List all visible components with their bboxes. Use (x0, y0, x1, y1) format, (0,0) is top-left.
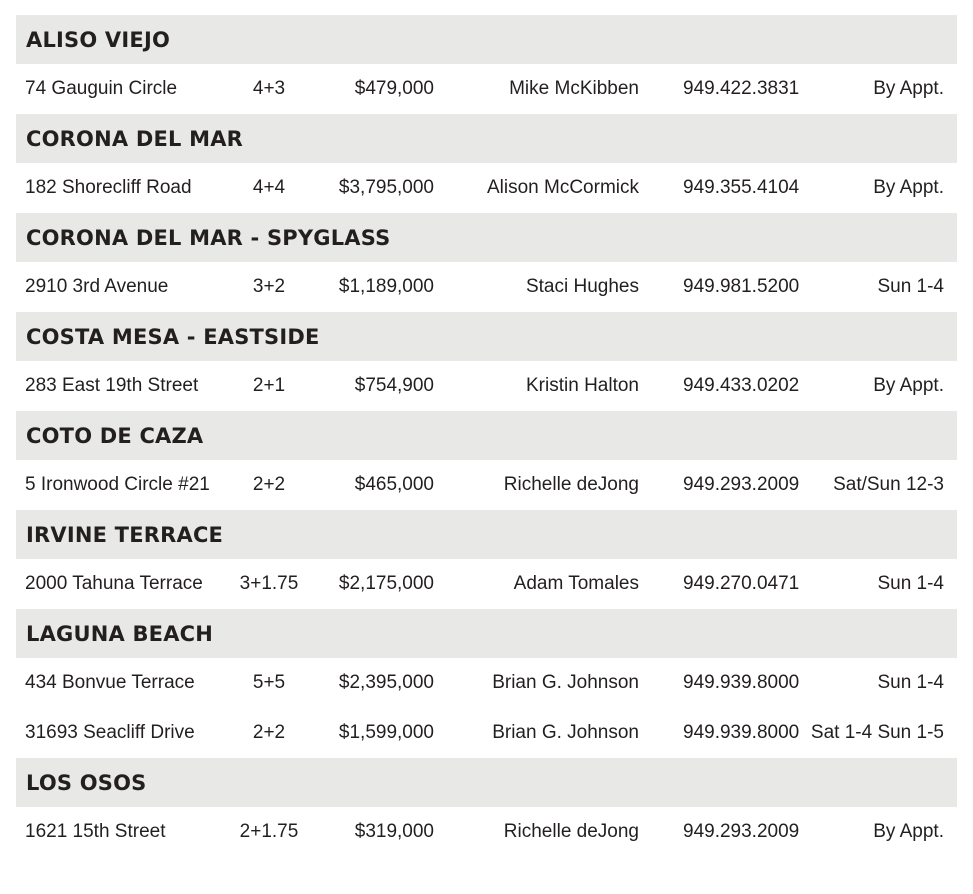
listing-bed-bath: 2+2 (252, 722, 286, 743)
listing-agent: Kristin Halton (526, 375, 639, 396)
listing-price: $754,900 (354, 375, 434, 396)
area-header: LAGUNA BEACH (16, 609, 957, 658)
area-header: CORONA DEL MAR - SPYGLASS (16, 213, 957, 262)
listing-bed-bath: 2+1.75 (239, 821, 299, 842)
listing-price: $465,000 (354, 474, 434, 495)
listing-address: 5 Ironwood Circle #21 (25, 474, 210, 495)
listing-row (16, 361, 957, 411)
listing-row (16, 807, 957, 857)
listing-price: $319,000 (354, 821, 434, 842)
listing-price: $479,000 (354, 78, 434, 99)
listing-agent: Adam Tomales (513, 573, 639, 594)
listing-row (16, 64, 957, 114)
listing-open-time: By Appt. (873, 375, 944, 396)
listing-agent: Richelle deJong (503, 821, 639, 842)
listing-agent: Staci Hughes (525, 276, 639, 297)
area-header: COTO DE CAZA (16, 411, 957, 460)
listing-bed-bath: 2+1 (252, 375, 286, 396)
area-header: ALISO VIEJO (16, 15, 957, 64)
listing-address: 2000 Tahuna Terrace (25, 573, 203, 594)
listing-bed-bath: 5+5 (252, 672, 286, 693)
area-section (16, 213, 957, 312)
listing-phone: 949.939.8000 (683, 672, 800, 693)
listing-open-time: Sun 1-4 (877, 276, 944, 297)
area-header: LOS OSOS (16, 758, 957, 807)
listing-open-time: Sun 1-4 (877, 672, 944, 693)
listing-address: 1621 15th Street (25, 821, 166, 842)
listing-bed-bath: 4+4 (252, 177, 286, 198)
area-section (16, 758, 957, 857)
listing-address: 74 Gauguin Circle (25, 78, 178, 99)
listing-bed-bath: 2+2 (252, 474, 286, 495)
listing-row (16, 460, 957, 510)
listing-price: $2,395,000 (338, 672, 434, 693)
listing-phone: 949.293.2009 (683, 821, 800, 842)
listing-row (16, 658, 957, 708)
listing-row (16, 163, 957, 213)
listing-row (16, 708, 957, 758)
listing-address: 2910 3rd Avenue (25, 276, 169, 297)
listing-phone: 949.433.0202 (683, 375, 800, 396)
listing-address: 31693 Seacliff Drive (25, 722, 195, 743)
listing-phone: 949.355.4104 (683, 177, 800, 198)
listing-open-time: Sat 1-4 Sun 1-5 (810, 722, 944, 743)
listing-open-time: By Appt. (873, 177, 944, 198)
listing-agent: Brian G. Johnson (492, 672, 639, 693)
listing-bed-bath: 4+3 (252, 78, 286, 99)
listing-phone: 949.293.2009 (683, 474, 800, 495)
area-header: COSTA MESA - EASTSIDE (16, 312, 957, 361)
listing-row (16, 262, 957, 312)
listing-price: $3,795,000 (338, 177, 434, 198)
listing-row (16, 559, 957, 609)
listing-price: $1,189,000 (338, 276, 434, 297)
listing-bed-bath: 3+2 (252, 276, 286, 297)
area-header: CORONA DEL MAR (16, 114, 957, 163)
listing-agent: Alison McCormick (486, 177, 639, 198)
open-house-listings (16, 15, 957, 857)
listing-open-time: Sat/Sun 12-3 (833, 474, 944, 495)
listing-price: $2,175,000 (338, 573, 434, 594)
listing-phone: 949.270.0471 (683, 573, 800, 594)
listing-agent: Brian G. Johnson (492, 722, 639, 743)
listing-open-time: Sun 1-4 (877, 573, 944, 594)
listing-address: 283 East 19th Street (25, 375, 199, 396)
listing-phone: 949.981.5200 (683, 276, 800, 297)
listing-price: $1,599,000 (338, 722, 434, 743)
listing-phone: 949.939.8000 (683, 722, 800, 743)
listing-agent: Mike McKibben (509, 78, 639, 99)
area-section (16, 114, 957, 213)
listing-open-time: By Appt. (873, 821, 944, 842)
area-section (16, 609, 957, 758)
area-header: IRVINE TERRACE (16, 510, 957, 559)
listing-open-time: By Appt. (873, 78, 944, 99)
listing-address: 434 Bonvue Terrace (25, 672, 195, 693)
listing-bed-bath: 3+1.75 (239, 573, 299, 594)
area-section (16, 312, 957, 411)
listing-agent: Richelle deJong (503, 474, 639, 495)
area-section (16, 15, 957, 114)
listing-address: 182 Shorecliff Road (25, 177, 192, 198)
area-section (16, 411, 957, 510)
listing-phone: 949.422.3831 (683, 78, 800, 99)
area-section (16, 510, 957, 609)
